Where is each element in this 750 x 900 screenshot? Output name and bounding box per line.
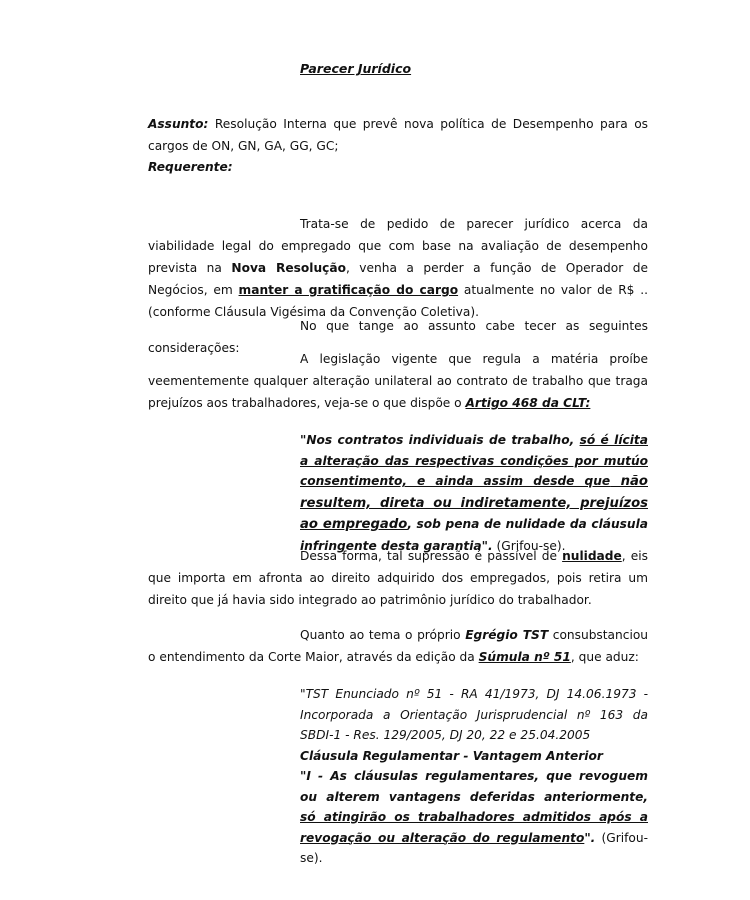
p3-text-a: A legislação vigente que regula a matéria proíbe veementemente qualquer alteração unilateral ao contrato de trabalho que traga prejuízos aos trabalhadores, veja-se o que dispõe o [148,352,648,410]
quote-clt [300,430,648,556]
p5-text-e: , que aduz: [570,650,639,664]
q1-text-d: , sob pena de nulidade da cláusula infringente desta garantia". [300,517,648,553]
sumula-51: Súmula nº 51 [478,650,571,664]
p1-text-a: Trata-se de pedido de parecer jurídico acerca da viabilidade legal do empregado que com base na avaliação de desempenho prevista na [148,217,648,275]
p1-text-c: , venha a perder a função de Operador de Negócios, em [148,261,648,297]
p1-text-e: atualmente no valor de R$ .. (conforme Cláusula Vigésima da Convenção Coletiva). [148,283,648,319]
q2-underlined-b: só atingirão os trabalhadores admitidos após a revogação ou alteração do regulamento [300,810,648,845]
q2-heading: Cláusula Regulamentar - Vantagem Anterior [300,748,603,763]
assunto-label: Assunto: [148,117,209,131]
p5-text-a: Quanto ao tema o próprio [300,628,466,642]
page-title: Parecer Jurídico [300,61,412,76]
artigo-468-clt: Artigo 468 da CLT: [465,396,591,410]
paragraph-5 [148,624,648,668]
q1-text-a: "Nos contratos individuais de trabalho, [300,433,580,447]
quote-tst [300,684,648,869]
q2-citation: "TST Enunciado nº 51 - RA 41/1973, DJ 14.06.1973 - Incorporada a Orientação Jurisprudencial nº 163 da SBDI-1 - Res. 129/2005, DJ 20, 22 e 25.04.2005 [300,687,648,742]
requerente-label: Requerente: [148,160,233,174]
paragraph-4 [148,545,648,611]
q1-underlined-b: só é lícita a alteração das respectivas condições por mutúo consentimento, e ainda assim desde que [300,433,648,488]
p2-text: No que tange ao assunto cabe tecer as seguintes considerações: [148,319,648,355]
manter-gratificacao: manter a gratificação do cargo [238,283,459,297]
q2-grifou: (Grifou-se). [300,830,648,865]
assunto-text: Resolução Interna que prevê nova política de Desempenho para os cargos de ON, GN, GA, GG, GC; [148,117,648,153]
paragraph-1 [148,213,648,323]
q1-underlined-c: não resultem, direta ou indiretamente, prejuízos ao empregado [300,474,648,532]
paragraph-3 [148,348,648,414]
nova-resolucao: Nova Resolução [231,261,346,275]
p4-text-c: , eis que importa em afronta ao direito adquirido dos empregados, pois retira um direito que já havia sido integrado ao patrimônio jurídico do trabalhador. [148,549,648,607]
q2-text-a: "I - As cláusulas regulamentares, que revoguem ou alterem vantagens deferidas anteriormente, [300,769,648,804]
nulidade: nulidade [562,549,622,563]
q1-grifou: (Grifou-se). [492,538,566,553]
p5-text-c: consubstanciou o entendimento da Corte Maior, através da edição da [148,628,649,664]
q2-text-c: ". [584,830,596,845]
p4-text-a: Dessa forma, tal supressão é passível de [300,549,563,563]
assunto-paragraph [148,113,648,157]
egregio-tst: Egrégio TST [465,628,549,642]
requerente-paragraph [148,156,648,178]
